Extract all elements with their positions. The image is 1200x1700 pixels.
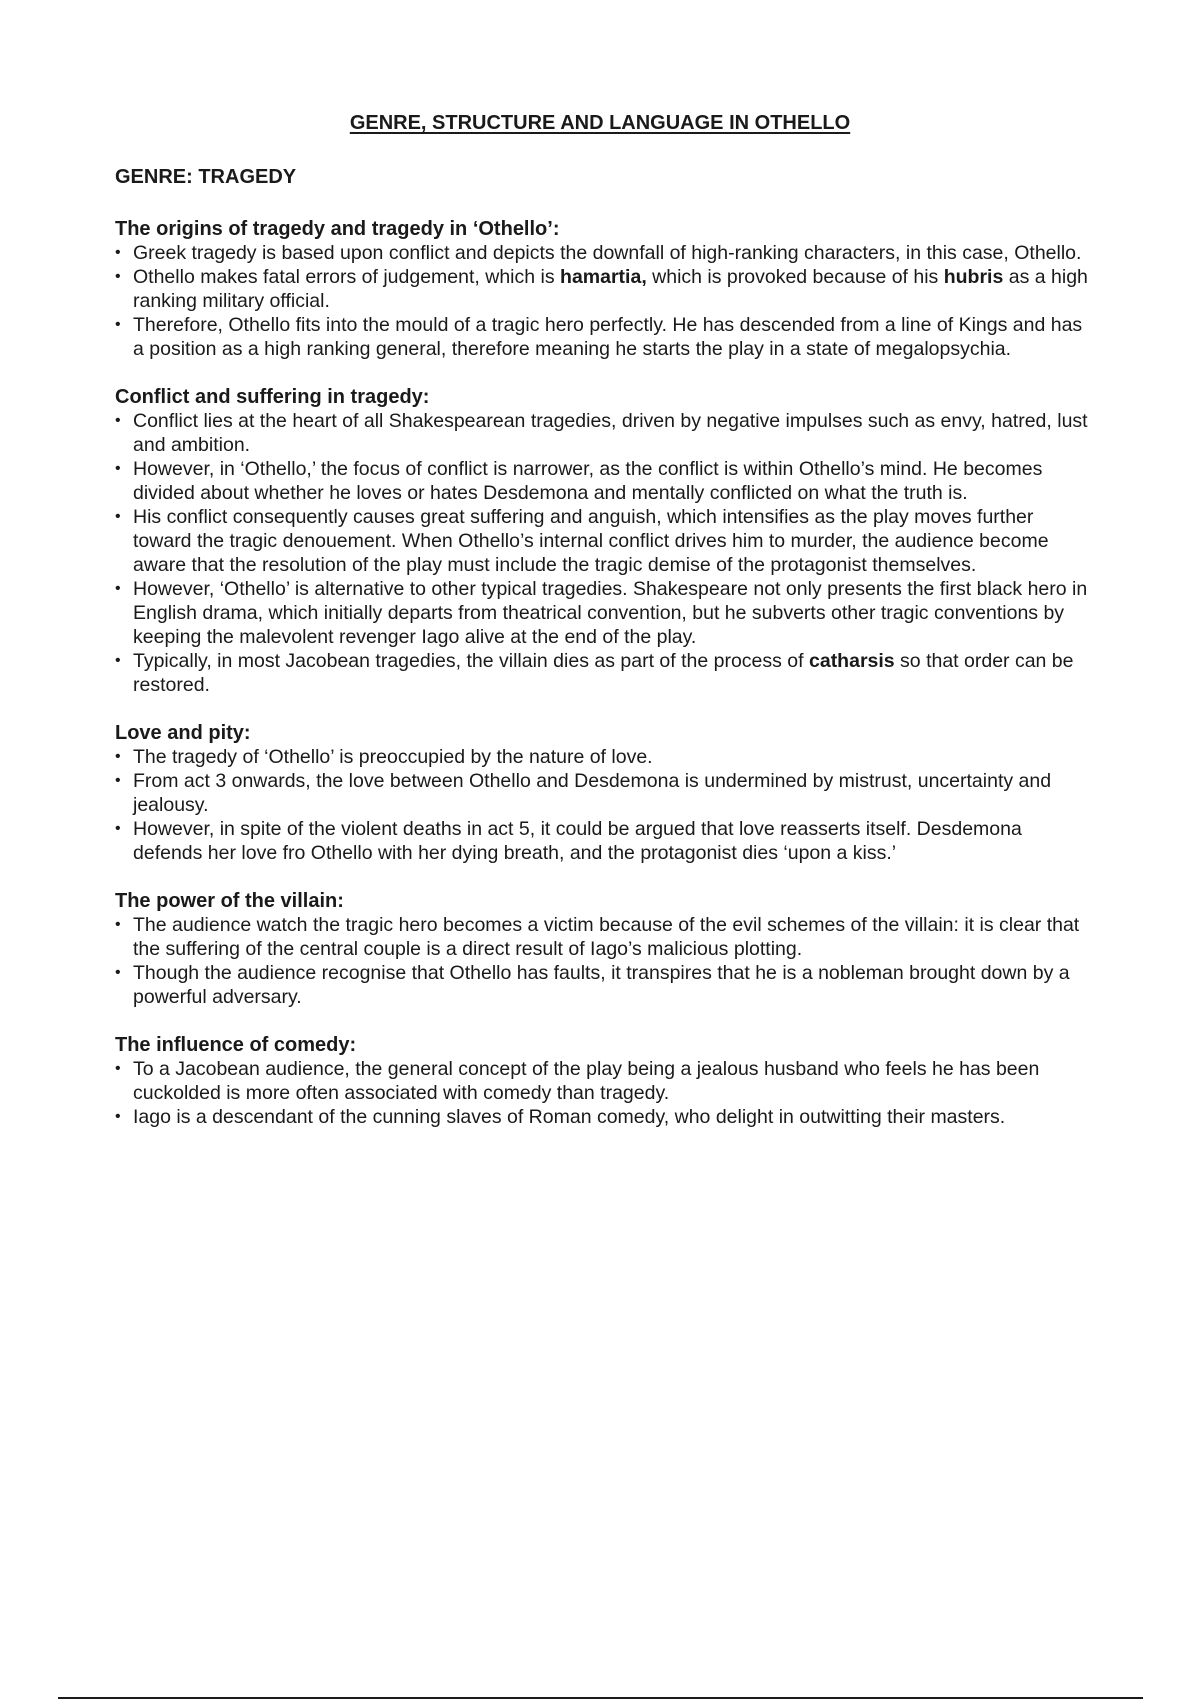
bullet-list [115, 241, 1095, 361]
section [115, 385, 1095, 697]
bullet-list [115, 745, 1095, 865]
bullet-icon: • [115, 964, 121, 981]
bullet-icon: • [115, 1108, 121, 1125]
bullet-list [115, 913, 1095, 1009]
bullet-item [115, 769, 1095, 817]
section-heading: The influence of comedy: [115, 1034, 357, 1056]
bullet-icon: • [115, 316, 121, 333]
bullet-item [115, 457, 1095, 505]
bullet-text: To a Jacobean audience, the general concept of the play being a jealous husband who feels he has been cuckolded is more often associated with comedy than tragedy. [133, 1058, 1040, 1104]
bullet-text: Iago is a descendant of the cunning slaves of Roman comedy, who delight in outwitting their masters. [133, 1106, 1006, 1128]
bullet-icon: • [115, 460, 121, 477]
bullet-list [115, 409, 1095, 697]
bullet-text: Othello makes fatal errors of judgement, which is [133, 266, 561, 288]
bullet-icon: • [115, 1060, 121, 1077]
bullet-text: The audience watch the tragic hero becomes a victim because of the evil schemes of the villain: it is clear that the suffering of the central couple is a direct result of Iago’s malicious plotting. [133, 914, 1080, 960]
bullet-icon: • [115, 244, 121, 261]
section [115, 1033, 1095, 1129]
bullet-item [115, 265, 1095, 313]
bullet-item [115, 1105, 1095, 1129]
bullet-icon: • [115, 412, 121, 429]
genre-heading: GENRE: TRAGEDY [115, 166, 297, 188]
bullet-item [115, 961, 1095, 1009]
bullet-icon: • [115, 268, 121, 285]
section [115, 721, 1095, 865]
bullet-item [115, 313, 1095, 361]
bullet-text: The tragedy of ‘Othello’ is preoccupied by the nature of love. [133, 746, 653, 768]
bullet-text: so that order can be restored. [133, 650, 1074, 696]
bullet-text: However, ‘Othello’ is alternative to other typical tragedies. Shakespeare not only presents the first black hero in English drama, which initially departs from theatrical convention, but he subverts other tragic conventions by keeping the malevolent revenger Iago alive at the end of the play. [133, 578, 1088, 648]
bold-term: hubris [943, 266, 1004, 288]
bullet-text: Therefore, Othello fits into the mould of a tragic hero perfectly. He has descended from a line of Kings and has a position as a high ranking general, therefore meaning he starts the play in a state of megalopsychia. [133, 314, 1083, 360]
section-heading: The power of the villain: [115, 890, 344, 912]
bullet-text: From act 3 onwards, the love between Othello and Desdemona is undermined by mistrust, uncertainty and jealousy. [133, 770, 1052, 816]
bullet-icon: • [115, 508, 121, 525]
bullet-item [115, 577, 1095, 649]
bullet-text: His conflict consequently causes great suffering and anguish, which intensifies as the play moves further toward the tragic denouement. When Othello’s internal conflict drives him to murder, the audience become aware that the resolution of the play must include the tragic demise of the protagonist themselves. [133, 506, 1049, 576]
bottom-divider [58, 1697, 1143, 1699]
section-heading: The origins of tragedy and tragedy in ‘Othello’: [115, 218, 560, 240]
section-heading: Conflict and suffering in tragedy: [115, 386, 430, 408]
bold-term: hamartia, [560, 266, 647, 288]
bullet-text: Conflict lies at the heart of all Shakespearean tragedies, driven by negative impulses such as envy, hatred, lust and ambition. [133, 410, 1088, 456]
bullet-item [115, 649, 1095, 697]
bullet-icon: • [115, 580, 121, 597]
bullet-item [115, 505, 1095, 577]
bullet-icon: • [115, 772, 121, 789]
bullet-text: as a high ranking military official. [133, 266, 1088, 312]
bullet-item [115, 409, 1095, 457]
bullet-text: However, in ‘Othello,’ the focus of conflict is narrower, as the conflict is within Othello’s mind. He becomes divided about whether he loves or hates Desdemona and mentally conflicted on what the truth is. [133, 458, 1043, 504]
bullet-icon: • [115, 652, 121, 669]
bullet-item [115, 241, 1095, 265]
bullet-item [115, 745, 1095, 769]
bullet-item [115, 1057, 1095, 1105]
bullet-icon: • [115, 916, 121, 933]
section [115, 889, 1095, 1009]
bullet-list [115, 1057, 1095, 1129]
bullet-item [115, 817, 1095, 865]
bullet-text: Typically, in most Jacobean tragedies, the villain dies as part of the process of [133, 650, 809, 672]
bullet-text: Greek tragedy is based upon conflict and depicts the downfall of high-ranking characters, in this case, Othello. [133, 242, 1082, 264]
bullet-icon: • [115, 820, 121, 837]
bullet-text: However, in spite of the violent deaths in act 5, it could be argued that love reasserts itself. Desdemona defends her love fro Othello with her dying breath, and the protagonist dies ‘upon a kiss.’ [133, 818, 1022, 864]
bullet-icon: • [115, 748, 121, 765]
bullet-text: Though the audience recognise that Othello has faults, it transpires that he is a nobleman brought down by a powerful adversary. [133, 962, 1070, 1008]
sections-container [115, 217, 1095, 1129]
section-heading: Love and pity: [115, 722, 251, 744]
document-title: GENRE, STRUCTURE AND LANGUAGE IN OTHELLO [349, 112, 851, 134]
bullet-item [115, 913, 1095, 961]
bold-term: catharsis [809, 650, 895, 672]
bullet-text: which is provoked because of his [646, 266, 944, 288]
section [115, 217, 1095, 361]
document-body [115, 165, 1095, 1153]
